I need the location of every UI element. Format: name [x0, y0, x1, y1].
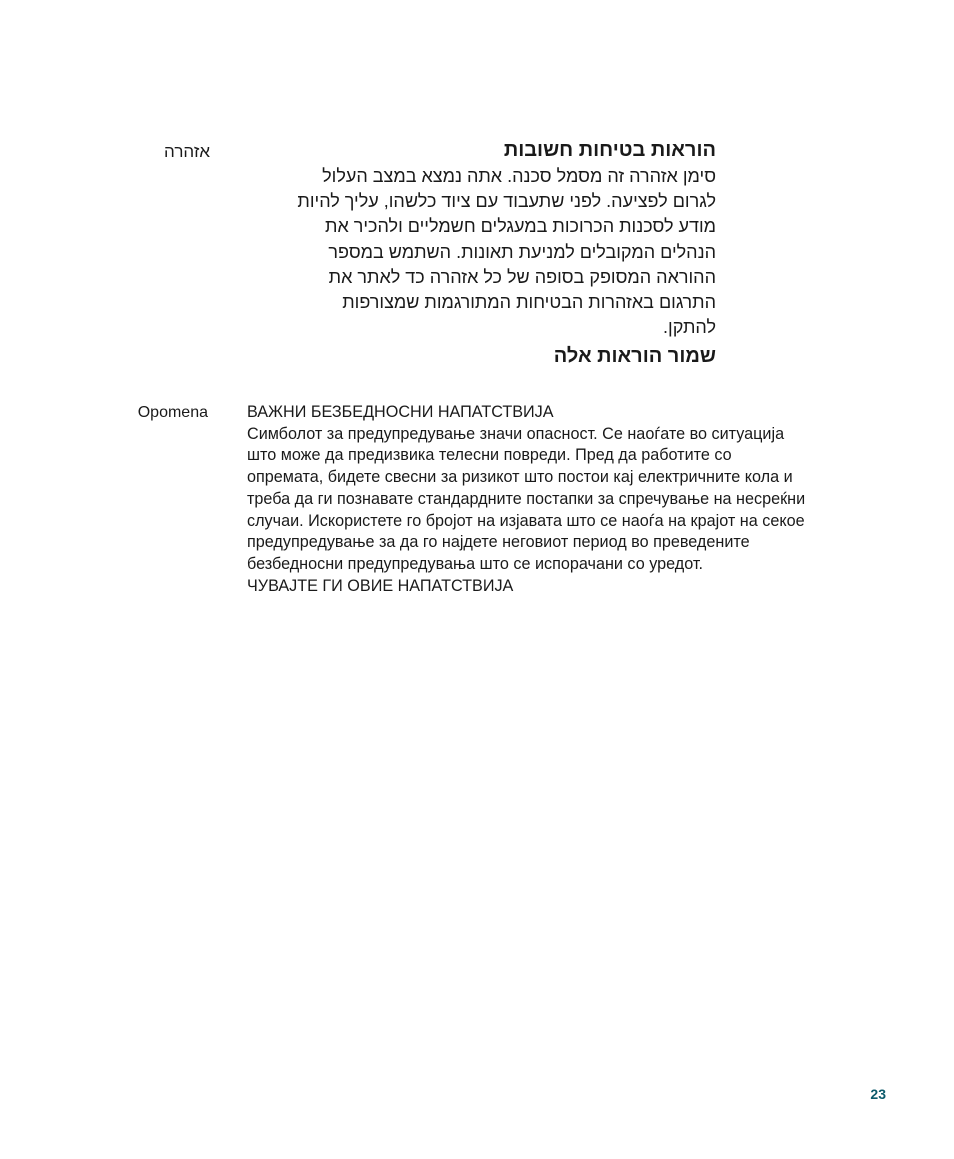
hebrew-line: הנהלים המקובלים למניעת תאונות. השתמש במספר [328, 241, 716, 262]
page-number: 23 [870, 1086, 886, 1102]
hebrew-save-instructions: שמור הוראות אלה [553, 345, 716, 368]
hebrew-line: להתקן. [663, 317, 716, 338]
macedonian-heading: ВАЖНИ БЕЗБЕДНОСНИ НАПАТСТВИЈА [247, 403, 554, 421]
macedonian-line: Симболот за предупредување значи опасност. Се наоѓате во ситуација [247, 424, 785, 443]
hebrew-line: לגרום לפציעה. לפני שתעבוד עם ציוד כלשהו, עליך להיות [297, 191, 716, 212]
hebrew-heading: הוראות בטיחות חשובות [503, 139, 716, 161]
hebrew-line: התרגום באזהרות הבטיחות המתורגמות שמצורפות [342, 292, 716, 313]
hebrew-warning-block [236, 136, 716, 372]
macedonian-line: предупредување за да го најдете неговиот период во преведените [247, 533, 750, 552]
hebrew-line: סימן אזהרה זה מסמל סכנה. אתה נמצא במצב העלול [322, 166, 716, 186]
macedonian-line: опремата, бидете свесни за ризикот што постои кај електричните кола и [247, 468, 793, 487]
macedonian-line: што може да предизвика телесни повреди. Пред да работите со [247, 446, 732, 465]
macedonian-line: безбедносни предупредувања што се испорачани со уредот. [247, 554, 703, 573]
hebrew-line: מודע לסכנות הכרוכות במעגלים חשמליים ולהכיר את [325, 216, 716, 237]
macedonian-line: случаи. Искористете го бројот на изјавата што се наоѓа на крајот на секое [247, 511, 805, 530]
macedonian-line: треба да ги познавате стандардните постапки за спречување на несреќни [247, 489, 806, 508]
macedonian-warning-block [247, 402, 877, 597]
hebrew-warning-label: אזהרה [164, 142, 210, 161]
hebrew-line: ההוראה המסופק בסופה של כל אזהרה כד לאתר את [328, 266, 716, 287]
macedonian-save-instructions: ЧУВАЈТЕ ГИ ОВИЕ НАПАТСТВИЈА [247, 576, 514, 595]
macedonian-warning-label: Opomena [137, 404, 208, 421]
